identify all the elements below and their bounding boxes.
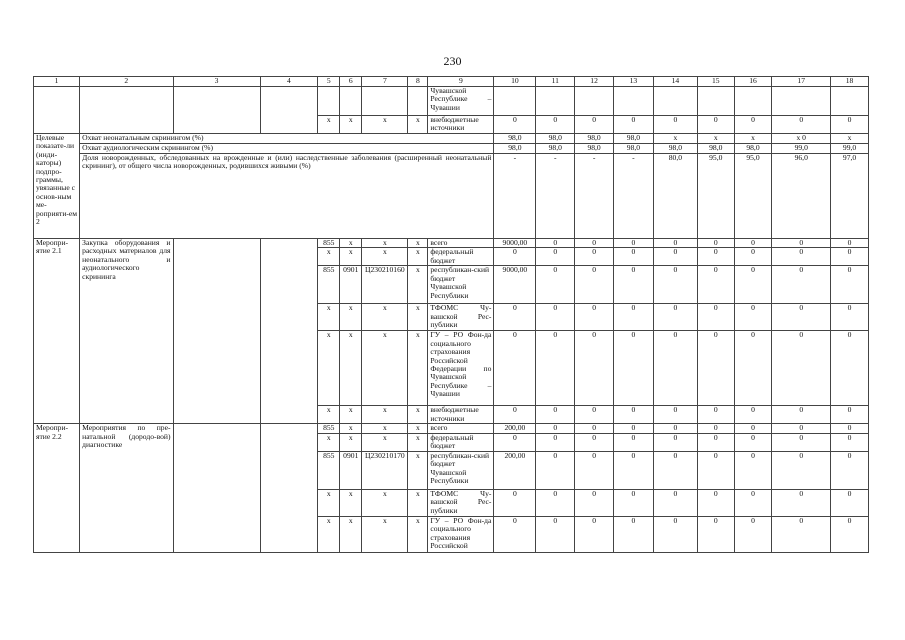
value-cell: 0: [494, 116, 536, 134]
admin-code-cell: x: [318, 304, 340, 331]
table-row: [34, 424, 869, 433]
value-cell: 0: [536, 304, 575, 331]
funding-source: федеральный бюджет: [428, 248, 494, 266]
value-cell: 0: [772, 266, 831, 304]
value-cell: -: [536, 154, 575, 239]
value-cell: 0: [575, 451, 614, 489]
value-cell: 0: [653, 451, 697, 489]
value-cell: 0: [653, 116, 697, 134]
table-cell: [494, 87, 536, 116]
table-cell: [173, 239, 260, 424]
value-cell: 0: [772, 406, 831, 424]
table-cell: [734, 87, 772, 116]
value-cell: 0: [536, 248, 575, 266]
admin-code-cell: x: [318, 248, 340, 266]
section-code-cell: x: [340, 239, 362, 248]
admin-code-cell: 855: [318, 451, 340, 489]
value-cell: 0: [653, 331, 697, 406]
table-cell: [260, 424, 318, 552]
table-cell: [260, 87, 318, 134]
value-cell: 200,00: [494, 451, 536, 489]
value-cell: 0: [772, 248, 831, 266]
admin-code-cell: x: [318, 516, 340, 552]
value-cell: 0: [831, 248, 869, 266]
target-row: [34, 144, 869, 154]
value-cell: 0: [734, 489, 772, 516]
value-cell: 0: [614, 406, 654, 424]
value-cell: 9000,00: [494, 239, 536, 248]
value-cell: 0: [697, 248, 734, 266]
value-cell: 0: [536, 451, 575, 489]
expense-type-cell: x: [408, 424, 428, 433]
expense-type-cell: x: [408, 406, 428, 424]
admin-code-cell: x: [318, 406, 340, 424]
expense-type-cell: x: [408, 516, 428, 552]
value-cell: 0: [536, 489, 575, 516]
admin-code-cell: x: [318, 331, 340, 406]
value-cell: 0: [697, 331, 734, 406]
table-cell: [362, 87, 408, 116]
target-text: Охват неонатальным скринингом (%): [80, 134, 494, 144]
value-cell: 0: [697, 304, 734, 331]
column-number: 16: [734, 77, 772, 87]
table-cell: [575, 87, 614, 116]
value-cell: 0: [697, 406, 734, 424]
value-cell: 0: [653, 424, 697, 433]
expense-type-cell: x: [408, 116, 428, 134]
target-article-cell: x: [362, 116, 408, 134]
value-cell: 98,0: [575, 134, 614, 144]
funding-source: ГУ – РО Фон-да социального страхования Российской Федерации по Чувашской Республике – Чувашии: [428, 331, 494, 406]
target-article-cell: x: [362, 433, 408, 451]
target-article-cell: x: [362, 239, 408, 248]
value-cell: 0: [653, 406, 697, 424]
target-text: Охват аудиологическим скринингом (%): [80, 144, 494, 154]
table-cell: [173, 424, 260, 552]
value-cell: 0: [536, 406, 575, 424]
event-name: Мероприятия по пре-натальной (дородо-вой) диагностике: [80, 424, 173, 552]
value-cell: 0: [575, 433, 614, 451]
value-cell: 96,0: [772, 154, 831, 239]
value-cell: 0: [697, 116, 734, 134]
target-article-cell: x: [362, 304, 408, 331]
value-cell: 0: [697, 516, 734, 552]
value-cell: -: [575, 154, 614, 239]
table-cell: [536, 87, 575, 116]
table-cell: [772, 87, 831, 116]
value-cell: 0: [614, 304, 654, 331]
target-article-cell: x: [362, 516, 408, 552]
expense-type-cell: x: [408, 489, 428, 516]
expense-type-cell: x: [408, 433, 428, 451]
value-cell: 0: [734, 304, 772, 331]
value-cell: 0: [653, 248, 697, 266]
value-cell: 0: [575, 239, 614, 248]
value-cell: 0: [614, 433, 654, 451]
admin-code-cell: 855: [318, 424, 340, 433]
value-cell: 0: [697, 266, 734, 304]
section-code-cell: x: [340, 331, 362, 406]
value-cell: 98,0: [536, 144, 575, 154]
value-cell: 0: [494, 304, 536, 331]
column-number: 12: [575, 77, 614, 87]
value-cell: 0: [734, 116, 772, 134]
value-cell: 0: [614, 248, 654, 266]
value-cell: 0: [831, 516, 869, 552]
value-cell: 80,0: [653, 154, 697, 239]
column-number: 14: [653, 77, 697, 87]
column-number: 6: [340, 77, 362, 87]
value-cell: 0: [734, 451, 772, 489]
value-cell: 0: [831, 116, 869, 134]
value-cell: 0: [772, 451, 831, 489]
section-code-cell: 0901: [340, 266, 362, 304]
funding-source: республикан-ский бюджет Чувашской Республики: [428, 266, 494, 304]
table-row: [34, 87, 869, 116]
value-cell: 0: [614, 424, 654, 433]
column-number: 4: [260, 77, 318, 87]
admin-code-cell: 855: [318, 239, 340, 248]
value-cell: 95,0: [697, 154, 734, 239]
value-cell: 98,0: [575, 144, 614, 154]
funding-source: ГУ – РО Фон-да социального страхования Российской: [428, 516, 494, 552]
funding-source: ТФОМС Чу-вашской Рес-публики: [428, 489, 494, 516]
target-article-cell: Ц230210170: [362, 451, 408, 489]
value-cell: 0: [575, 304, 614, 331]
value-cell: 0: [653, 433, 697, 451]
value-cell: 0: [734, 331, 772, 406]
column-number: 9: [428, 77, 494, 87]
expense-type-cell: x: [408, 304, 428, 331]
value-cell: x: [697, 134, 734, 144]
value-cell: 0: [494, 331, 536, 406]
table-cell: [653, 87, 697, 116]
value-cell: 0: [494, 433, 536, 451]
section-code-cell: x: [340, 424, 362, 433]
table-row: [34, 239, 869, 248]
value-cell: x: [734, 134, 772, 144]
expense-type-cell: x: [408, 248, 428, 266]
value-cell: x: [831, 134, 869, 144]
value-cell: 0: [575, 516, 614, 552]
funding-source: федеральный бюджет: [428, 433, 494, 451]
target-text: Доля новорожденных, обследованных на врожденные и (или) наследственные заболевания (расширенный неонатальный скрининг), от общего числа новорожденных, родившихся живыми (%): [80, 154, 494, 239]
value-cell: 0: [831, 424, 869, 433]
column-number: 7: [362, 77, 408, 87]
value-cell: 95,0: [734, 154, 772, 239]
admin-code-cell: x: [318, 116, 340, 134]
value-cell: 0: [831, 406, 869, 424]
table-cell: [318, 87, 340, 116]
value-cell: 0: [831, 331, 869, 406]
value-cell: 0: [772, 489, 831, 516]
expense-type-cell: x: [408, 331, 428, 406]
value-cell: 0: [734, 248, 772, 266]
value-cell: x 0: [772, 134, 831, 144]
expense-type-cell: x: [408, 239, 428, 248]
funding-source: внебюджетные источники: [428, 406, 494, 424]
column-number-row: [34, 77, 869, 87]
value-cell: 0: [772, 433, 831, 451]
column-number: 11: [536, 77, 575, 87]
target-article-cell: x: [362, 406, 408, 424]
table-cell: [340, 87, 362, 116]
section-code-cell: x: [340, 516, 362, 552]
value-cell: 0: [575, 489, 614, 516]
column-number: 10: [494, 77, 536, 87]
value-cell: 0: [831, 489, 869, 516]
value-cell: -: [614, 154, 654, 239]
value-cell: 0: [536, 424, 575, 433]
funding-source: республикан-ский бюджет Чувашской Республики: [428, 451, 494, 489]
value-cell: 200,00: [494, 424, 536, 433]
value-cell: 0: [772, 304, 831, 331]
value-cell: 99,0: [772, 144, 831, 154]
value-cell: 0: [653, 516, 697, 552]
value-cell: 0: [494, 406, 536, 424]
value-cell: 0: [575, 116, 614, 134]
value-cell: 0: [536, 116, 575, 134]
table-cell: [697, 87, 734, 116]
column-number: 18: [831, 77, 869, 87]
target-article-cell: x: [362, 331, 408, 406]
target-row: [34, 154, 869, 239]
value-cell: 0: [575, 331, 614, 406]
section-code-cell: x: [340, 489, 362, 516]
funding-source: всего: [428, 239, 494, 248]
target-label: Целевые показате-ли (инди-каторы) подпро-граммы, увязанные с основ-ным ме-роприяти-ем 2: [34, 134, 80, 239]
value-cell: 0: [697, 433, 734, 451]
funding-source: Чувашской Республике – Чувашии: [428, 87, 494, 116]
value-cell: 98,0: [494, 144, 536, 154]
value-cell: 0: [734, 424, 772, 433]
value-cell: 0: [494, 489, 536, 516]
value-cell: 0: [697, 489, 734, 516]
value-cell: 0: [494, 248, 536, 266]
admin-code-cell: 855: [318, 266, 340, 304]
section-code-cell: 0901: [340, 451, 362, 489]
value-cell: 0: [772, 116, 831, 134]
value-cell: 0: [697, 239, 734, 248]
value-cell: 0: [831, 266, 869, 304]
table-cell: [614, 87, 654, 116]
value-cell: 98,0: [734, 144, 772, 154]
value-cell: 0: [653, 239, 697, 248]
target-row: [34, 134, 869, 144]
value-cell: 0: [614, 331, 654, 406]
value-cell: 0: [734, 266, 772, 304]
value-cell: 0: [614, 116, 654, 134]
value-cell: 0: [734, 433, 772, 451]
section-code-cell: x: [340, 248, 362, 266]
section-code-cell: x: [340, 116, 362, 134]
page-number: 230: [443, 54, 462, 68]
value-cell: 0: [536, 433, 575, 451]
column-number: 17: [772, 77, 831, 87]
target-article-cell: x: [362, 424, 408, 433]
target-article-cell: x: [362, 489, 408, 516]
event-label: Меропри-ятие 2.1: [34, 239, 80, 424]
value-cell: 0: [494, 516, 536, 552]
value-cell: 0: [697, 451, 734, 489]
value-cell: 98,0: [614, 134, 654, 144]
table-cell: [408, 87, 428, 116]
funding-source: ТФОМС Чу-вашской Рес-публики: [428, 304, 494, 331]
value-cell: 0: [831, 433, 869, 451]
value-cell: 0: [614, 489, 654, 516]
section-code-cell: x: [340, 433, 362, 451]
value-cell: 0: [697, 424, 734, 433]
value-cell: -: [494, 154, 536, 239]
value-cell: 98,0: [614, 144, 654, 154]
value-cell: 99,0: [831, 144, 869, 154]
column-number: 3: [173, 77, 260, 87]
value-cell: 0: [653, 304, 697, 331]
event-label: Меропри-ятие 2.2: [34, 424, 80, 552]
value-cell: 98,0: [536, 134, 575, 144]
value-cell: 0: [772, 331, 831, 406]
table-cell: [173, 87, 260, 134]
value-cell: 0: [614, 266, 654, 304]
table-cell: [831, 87, 869, 116]
value-cell: 0: [772, 424, 831, 433]
target-article-cell: Ц230210160: [362, 266, 408, 304]
value-cell: 0: [575, 248, 614, 266]
admin-code-cell: x: [318, 433, 340, 451]
section-code-cell: x: [340, 406, 362, 424]
value-cell: 0: [536, 266, 575, 304]
budget-table: [33, 76, 869, 553]
value-cell: 0: [653, 489, 697, 516]
value-cell: 97,0: [831, 154, 869, 239]
column-number: 8: [408, 77, 428, 87]
column-number: 13: [614, 77, 654, 87]
admin-code-cell: x: [318, 489, 340, 516]
table-cell: [34, 87, 80, 134]
column-number: 15: [697, 77, 734, 87]
value-cell: 0: [734, 406, 772, 424]
value-cell: 0: [831, 239, 869, 248]
value-cell: 9000,00: [494, 266, 536, 304]
value-cell: 98,0: [653, 144, 697, 154]
value-cell: 0: [653, 266, 697, 304]
value-cell: 0: [772, 239, 831, 248]
value-cell: 0: [831, 451, 869, 489]
value-cell: 0: [614, 516, 654, 552]
funding-source: всего: [428, 424, 494, 433]
column-number: 1: [34, 77, 80, 87]
value-cell: 0: [734, 516, 772, 552]
section-code-cell: x: [340, 304, 362, 331]
value-cell: 98,0: [697, 144, 734, 154]
value-cell: 0: [831, 304, 869, 331]
value-cell: 0: [536, 331, 575, 406]
expense-type-cell: x: [408, 266, 428, 304]
value-cell: 0: [772, 516, 831, 552]
table-cell: [80, 87, 173, 134]
value-cell: 0: [536, 516, 575, 552]
value-cell: 0: [536, 239, 575, 248]
target-article-cell: x: [362, 248, 408, 266]
column-number: 5: [318, 77, 340, 87]
column-number: 2: [80, 77, 173, 87]
value-cell: 0: [575, 266, 614, 304]
value-cell: x: [653, 134, 697, 144]
value-cell: 0: [614, 451, 654, 489]
event-name: Закупка оборудования и расходных материалов для неонатального и аудиологического скрининга: [80, 239, 173, 424]
expense-type-cell: x: [408, 451, 428, 489]
funding-source: внебюджетные источники: [428, 116, 494, 134]
table-cell: [260, 239, 318, 424]
value-cell: 0: [575, 424, 614, 433]
value-cell: 98,0: [494, 134, 536, 144]
value-cell: 0: [734, 239, 772, 248]
value-cell: 0: [614, 239, 654, 248]
value-cell: 0: [575, 406, 614, 424]
